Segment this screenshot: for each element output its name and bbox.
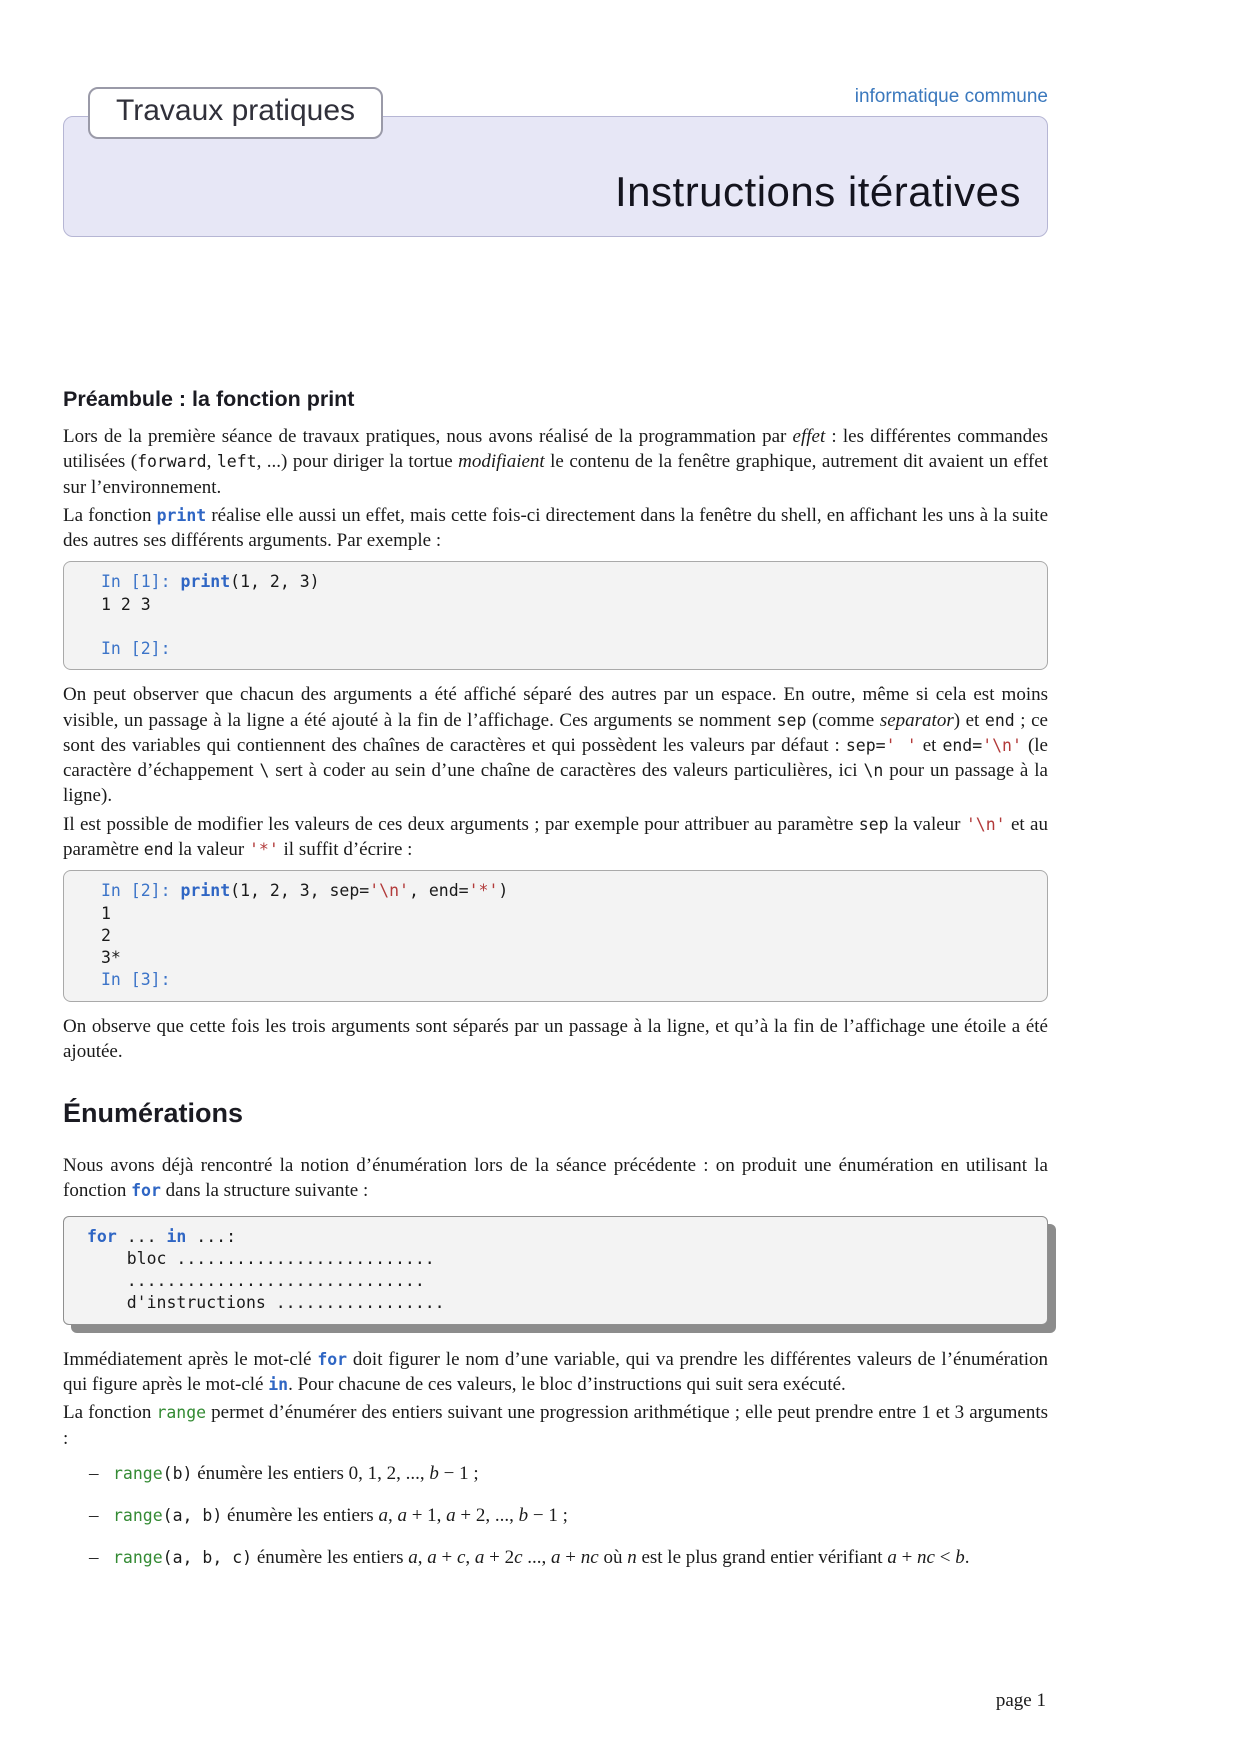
travaux-pratiques-box	[88, 87, 383, 139]
text-run: ) et	[953, 709, 985, 731]
page-number: page 1	[995, 1690, 1046, 1711]
text-run: n	[627, 1547, 637, 1569]
text-run: , ...) pour diriger la tortue	[256, 451, 459, 473]
code-line	[101, 969, 1031, 991]
text-run: range	[113, 1548, 163, 1568]
text-run: la valeur	[173, 838, 249, 860]
text-run: ' '	[885, 735, 917, 755]
text-run: +	[896, 1547, 918, 1569]
text-run: il suffit d’écrire :	[278, 838, 413, 860]
text-run: a	[446, 1505, 456, 1527]
text-run: On observe que cette fois les trois arguments sont séparés par un passage à la ligne, et qu’à la fin de l’affichage une étoile a été ajoutée.	[63, 1015, 1048, 1062]
text-run: ,	[206, 451, 217, 473]
text-run: print	[156, 505, 207, 525]
bullet-marker: –	[89, 1547, 99, 1569]
text-run: (a, b, c)	[162, 1548, 253, 1568]
text-run: Immédiatement après le mot-clé	[63, 1348, 318, 1370]
bullet-marker: –	[89, 1462, 99, 1484]
list-item-text	[113, 1503, 568, 1528]
code-line	[87, 1292, 1031, 1314]
code-run: In [1]:	[101, 572, 181, 592]
text-run: − 1 ;	[528, 1505, 568, 1527]
text-run: sep=	[845, 735, 886, 755]
text-run: a	[551, 1547, 561, 1569]
text-run: La fonction	[63, 504, 157, 526]
text-run: a	[474, 1547, 485, 1569]
text-run: +	[560, 1547, 581, 1569]
text-run: end	[984, 710, 1015, 730]
text-run: c	[456, 1547, 466, 1569]
text-run: pour un passage à la ligne).	[63, 760, 1048, 807]
text-run: énumère les entiers	[222, 1505, 379, 1527]
code-run: (1, 2, 3, sep=	[230, 881, 370, 901]
text-run: + 2	[484, 1547, 515, 1569]
text-run: separator	[879, 709, 954, 731]
text-run: + 1,	[406, 1505, 447, 1527]
code-run: (1, 2, 3)	[230, 572, 320, 592]
text-run: left	[216, 452, 257, 472]
code-run: ...:	[186, 1226, 237, 1246]
code-run: '\n'	[369, 881, 409, 901]
text-run: sert à coder au sein d’une chaîne de caractères des valeurs particulières, ici	[269, 760, 864, 782]
text-run: .	[964, 1547, 970, 1569]
text-run: modifiaient	[458, 451, 545, 473]
text-run: Lors de la première séance de travaux pratiques, nous avons réalisé de la programmation par	[63, 426, 793, 447]
text-run: end	[143, 839, 174, 859]
text-run: : les différentes commandes utilisées (	[63, 426, 1048, 473]
text-run: On peut observer que chacun des arguments a été affiché séparé des autres par un espace. En outre, même si cela est moins visible, un passage à la ligne a été ajouté à la fin de l’affichage. Ces arguments se nomment	[63, 684, 1048, 731]
code-run: 1 2 3	[101, 594, 151, 614]
text-run: doit figurer le nom d’une variable, qui va prendre les différentes valeurs de l’énumération qui figure après le mot-clé	[63, 1348, 1048, 1395]
text-run: le contenu de la fenêtre graphique, autrement dit avaient un effet sur l’environnement.	[63, 451, 1048, 498]
text-run: ...,	[522, 1547, 552, 1569]
code-block-print-example	[63, 561, 1048, 670]
text-run: a	[427, 1547, 437, 1569]
list-item-text	[113, 1461, 479, 1486]
text-run: end=	[942, 735, 983, 755]
text-run: ,	[387, 1505, 398, 1527]
code-line	[87, 1270, 1031, 1292]
paragraph-fonction-range	[63, 1400, 1048, 1451]
text-run: <	[934, 1547, 956, 1569]
code-run: '*'	[468, 881, 499, 901]
text-run: a	[397, 1505, 407, 1527]
code-line	[101, 880, 1031, 902]
text-run: b	[955, 1547, 965, 1569]
text-run: in	[268, 1374, 289, 1394]
code-line	[101, 947, 1031, 969]
text-run: réalise elle aussi un effet, mais cette fois-ci directement dans la fenêtre du shell, en affichant les uns à la suite des autres ses différents arguments. Par exemple :	[63, 504, 1049, 552]
text-run: ,	[417, 1547, 428, 1569]
code-run: in	[166, 1226, 187, 1246]
code-run: bloc ..........................	[87, 1248, 435, 1268]
text-run: forward	[137, 452, 207, 472]
code-block-for-structure	[63, 1216, 1048, 1325]
list-item	[63, 1461, 1048, 1486]
text-run: range	[113, 1506, 163, 1526]
text-run: (a, b)	[162, 1506, 223, 1526]
paragraph-enumeration-intro	[63, 1153, 1048, 1204]
section-heading-enumerations: Énumérations	[63, 1098, 244, 1129]
text-run: ; ce sont des variables qui contiennent des chaînes de caractères et qui possèdent les valeurs par défaut :	[63, 709, 1048, 756]
text-run: range	[113, 1463, 163, 1483]
text-run: permet d’énumérer des entiers suivant une progression arithmétique ; elle peut prendre entre 1 et 3 arguments :	[63, 1402, 1048, 1449]
document-title: Instructions itératives	[615, 168, 1021, 215]
text-run: énumère les entiers 0, 1, 2, ...,	[192, 1462, 430, 1484]
text-run: nc	[580, 1547, 599, 1569]
code-run: )	[498, 881, 509, 901]
list-item	[63, 1545, 1048, 1570]
text-run: for	[317, 1349, 348, 1369]
text-run: énumère les entiers	[252, 1547, 409, 1569]
bullet-marker: –	[89, 1505, 99, 1527]
text-run: La fonction	[63, 1402, 157, 1424]
code-run: , end=	[408, 881, 469, 901]
text-run: a	[378, 1505, 388, 1527]
text-run: for	[131, 1181, 161, 1201]
section-heading-preambule: Préambule : la fonction print	[63, 387, 355, 411]
paragraph-observation	[63, 1014, 1048, 1065]
paragraph-mot-cle-for	[63, 1347, 1048, 1398]
code-run: for	[87, 1226, 117, 1246]
text-run: + 2, ...,	[455, 1505, 519, 1527]
code-line	[101, 571, 1031, 593]
travaux-pratiques-label: Travaux pratiques	[116, 94, 356, 127]
code-run: In [2]:	[101, 881, 181, 901]
text-run: est le plus grand entier vérifiant	[636, 1547, 888, 1569]
text-run: \n	[863, 761, 884, 781]
text-run: b	[429, 1462, 439, 1484]
text-run: Nous avons déjà rencontré la notion d’énumération lors de la séance précédente : on produit une énumération en utilisant la fonction	[63, 1155, 1048, 1202]
text-run: (comme	[806, 709, 880, 731]
text-run: où	[598, 1547, 628, 1569]
text-run: +	[436, 1547, 457, 1569]
text-run: '*'	[248, 839, 279, 859]
text-run: Il est possible de modifier les valeurs de ces deux arguments ; par exemple pour attribuer au paramètre	[63, 813, 859, 835]
code-block-sep-end-example	[63, 870, 1048, 1001]
text-run: range	[156, 1403, 207, 1423]
code-run: In [3]:	[101, 970, 171, 990]
code-line	[101, 638, 1031, 660]
document-body	[63, 387, 1048, 1571]
list-item-text	[113, 1545, 969, 1570]
code-run: print	[180, 881, 231, 901]
text-run: (b)	[162, 1463, 193, 1483]
code-line	[101, 616, 1031, 638]
text-run: dans la structure suivante :	[160, 1180, 369, 1202]
code-run: ...	[116, 1226, 167, 1246]
text-run: nc	[917, 1547, 935, 1569]
paragraph-effet	[63, 424, 1048, 500]
text-run: b	[518, 1505, 529, 1527]
text-run: ,	[465, 1547, 475, 1569]
code-run: 3*	[101, 948, 121, 968]
text-run: la valeur	[888, 813, 966, 835]
text-run: − 1 ;	[438, 1462, 479, 1484]
paragraph-fonction-print	[63, 503, 1048, 554]
text-run: '\n'	[965, 814, 1006, 834]
code-line	[101, 594, 1031, 616]
code-run: ..............................	[87, 1271, 425, 1291]
paragraph-sep-end	[63, 682, 1048, 808]
text-run: sep	[858, 814, 889, 834]
code-line	[87, 1248, 1031, 1270]
text-run: effet	[792, 426, 826, 447]
code-run: d'instructions .................	[87, 1293, 445, 1313]
text-run: a	[887, 1547, 897, 1569]
list-item	[63, 1503, 1048, 1528]
text-run: '\n'	[982, 735, 1022, 755]
code-run: print	[180, 572, 231, 592]
text-run: c	[514, 1547, 523, 1569]
paragraph-modifier-valeurs	[63, 812, 1048, 863]
code-run: 1	[101, 903, 111, 923]
text-run: et au paramètre	[63, 813, 1048, 860]
text-run: sep	[776, 710, 807, 730]
text-run: (le caractère d’échappement	[63, 734, 1048, 782]
range-list	[63, 1461, 1048, 1571]
text-run: \	[259, 761, 270, 781]
text-run: a	[408, 1547, 418, 1569]
text-run: et	[916, 734, 943, 756]
code-line	[101, 903, 1031, 925]
code-line	[101, 925, 1031, 947]
code-run: In [2]:	[101, 639, 171, 659]
code-line	[87, 1226, 1031, 1248]
code-run: 2	[101, 925, 111, 945]
text-run: . Pour chacune de ces valeurs, le bloc d’instructions qui suit sera exécuté.	[288, 1373, 846, 1395]
course-label: informatique commune	[854, 86, 1048, 107]
